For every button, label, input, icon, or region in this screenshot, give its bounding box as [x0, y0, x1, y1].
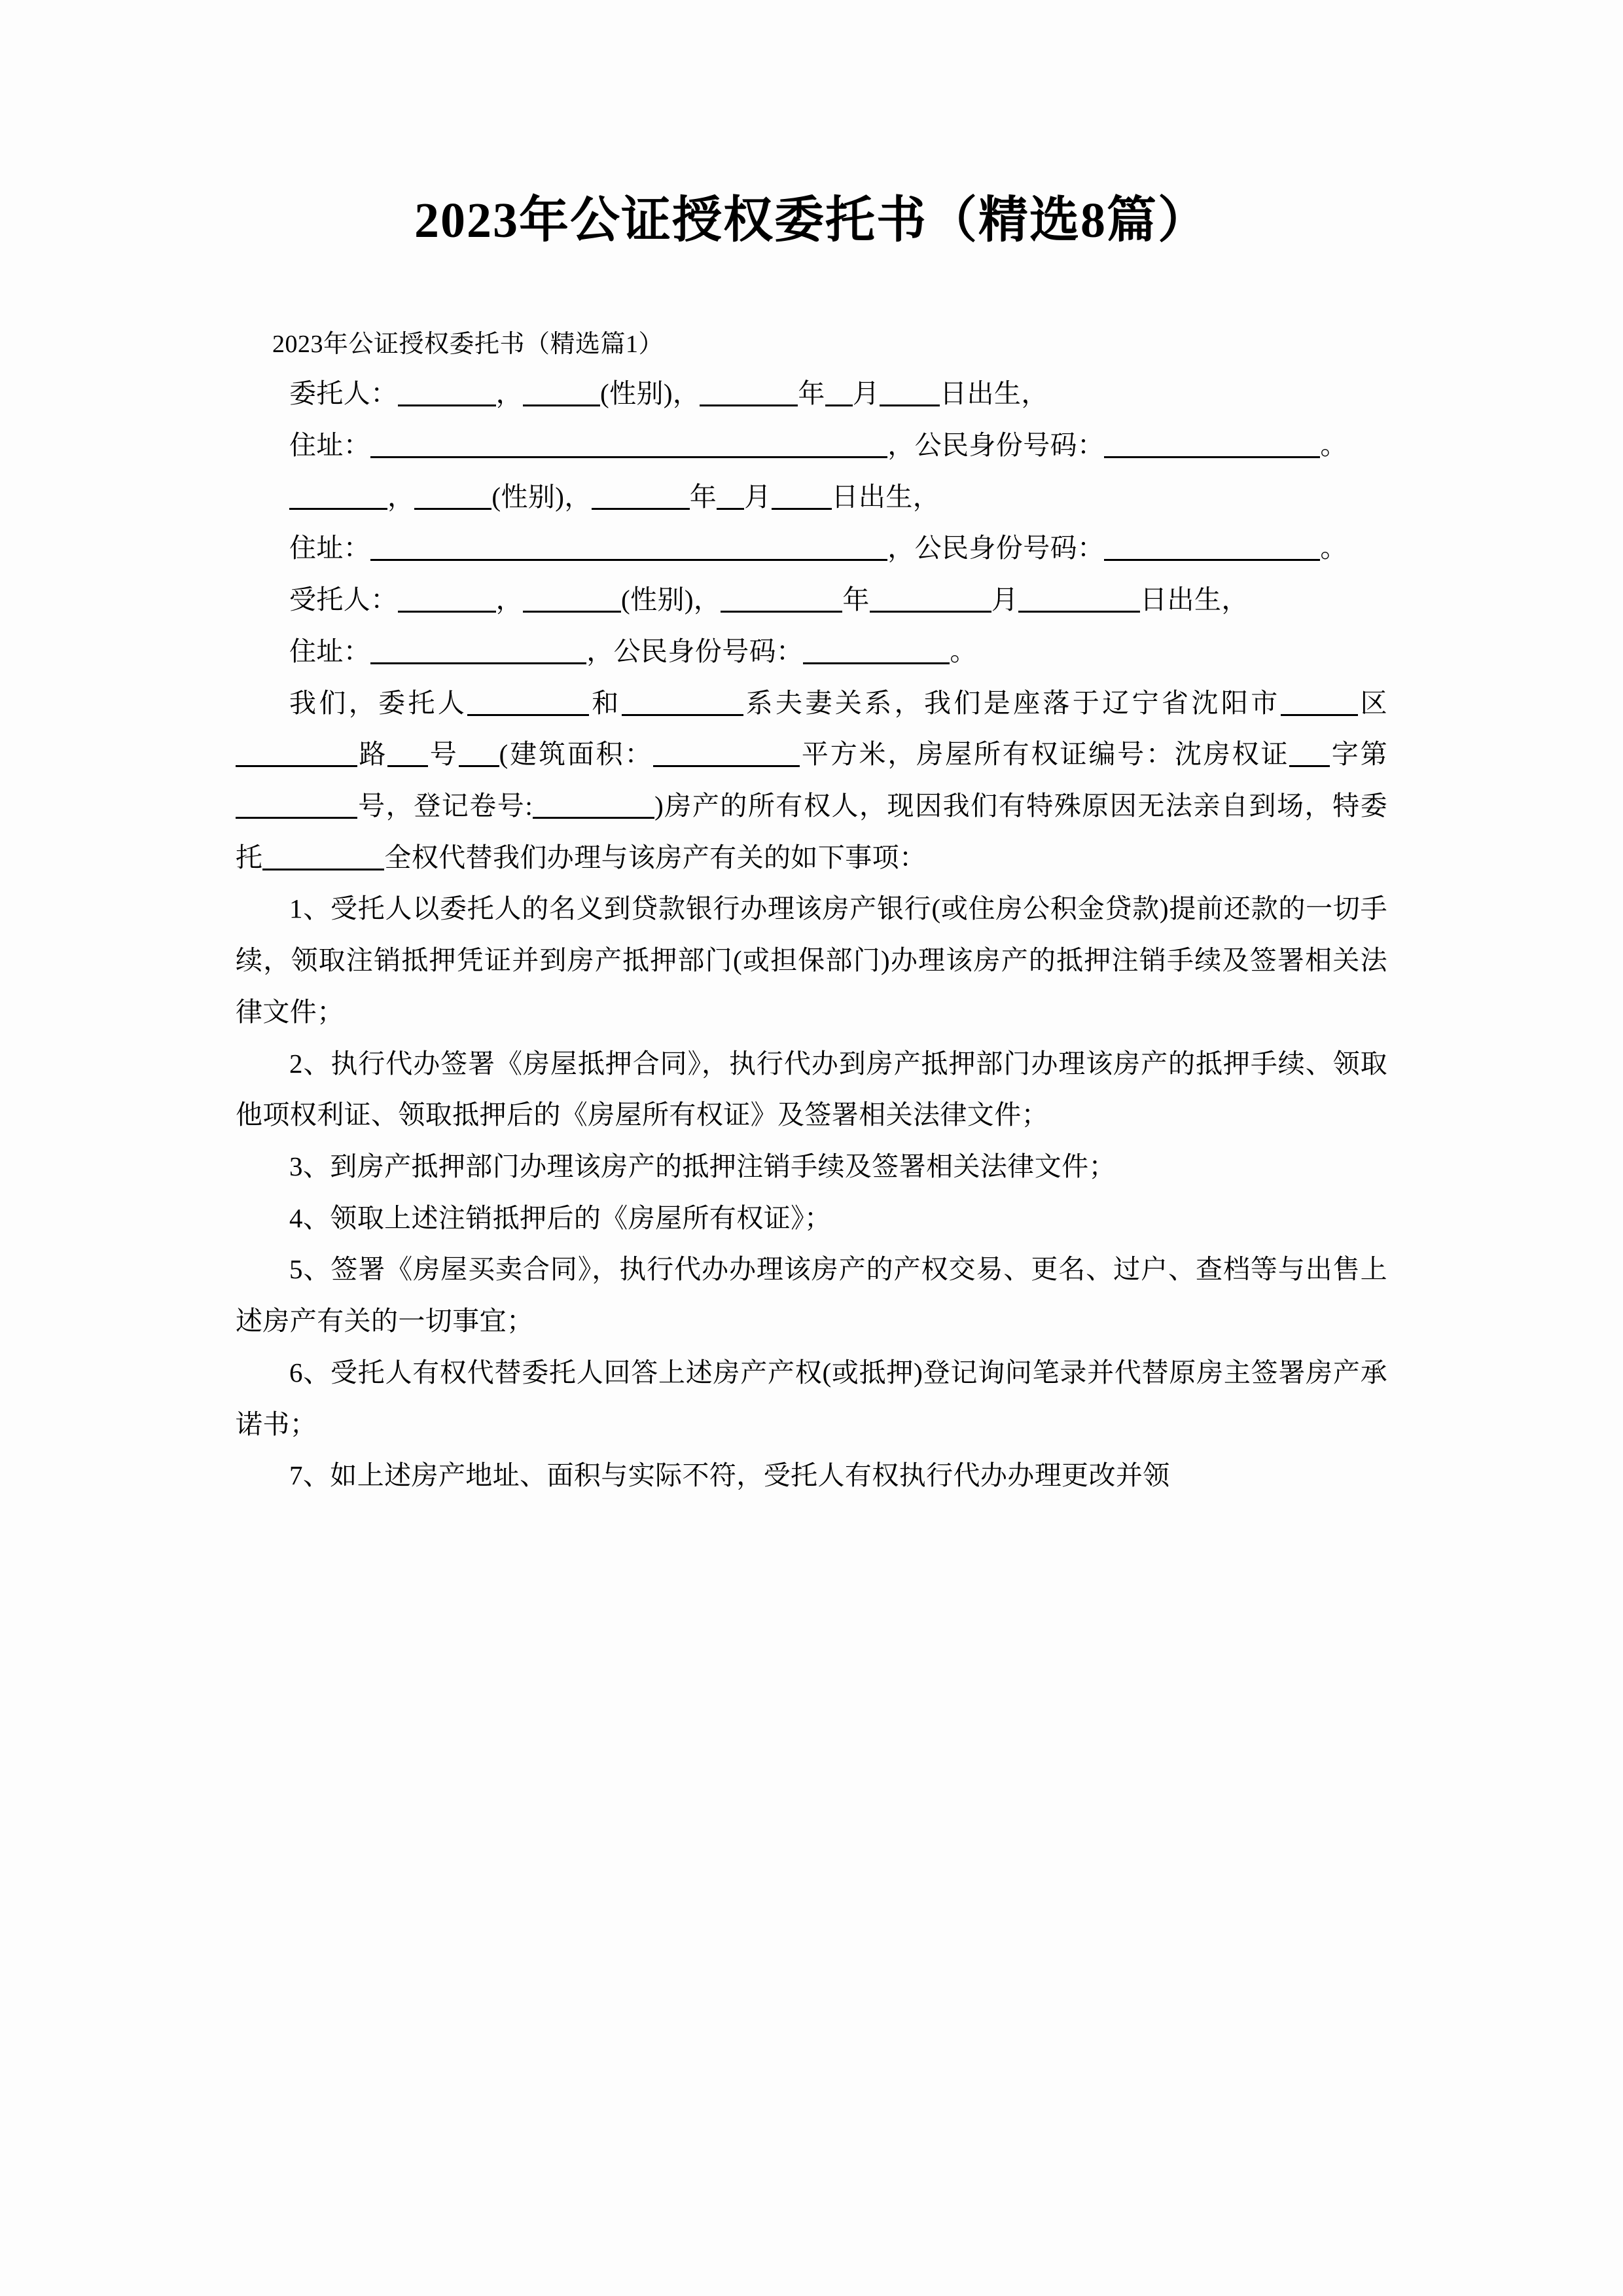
trustor2-address-line: [236, 522, 1387, 574]
trustor1-day-label: 日出生，: [940, 378, 1048, 409]
trustor1-label: 委托人：: [289, 378, 398, 409]
trustor2-gender-blank: [414, 488, 491, 510]
list-item: 2、执行代办签署《房屋抵押合同》，执行代办到房产抵押部门办理该房产的抵押手续、领取他项权利证、领取抵押后的《房屋所有权证》及签署相关法律文件；: [236, 1048, 1387, 1130]
trustor2-day-blank: [772, 488, 832, 510]
trustor1-identity-line: [236, 368, 1387, 420]
decl-part-f: 号: [428, 739, 459, 770]
decl-part-l: 全权代替我们办理与该房产有关的如下事项：: [384, 842, 927, 872]
trustor2-id-blank: [1104, 539, 1320, 561]
trustee-gender-label: (性别)，: [621, 584, 721, 615]
spouse1-name-blank: [467, 694, 589, 716]
trustee-address-blank: [370, 643, 586, 664]
decl-part-a: 我们，委托人: [289, 687, 468, 718]
decl-part-c: 系夫妻关系，我们是座落于辽宁省沈阳市: [743, 687, 1281, 718]
trustee-label: 受托人：: [289, 584, 398, 615]
decl-part-e: 路: [357, 739, 388, 770]
agent-name-blank: [262, 849, 384, 870]
trustee-period: 。: [950, 636, 977, 666]
decl-part-j: 号，登记卷号:: [357, 790, 533, 821]
spouse2-name-blank: [622, 694, 743, 716]
trustor2-identity-line: [236, 471, 1387, 523]
trustor1-id-blank: [1104, 437, 1320, 458]
decl-part-k: )房产的所有权人，现因我们有特殊原因无法亲自到场，特委托: [236, 790, 1387, 872]
trustor1-gender-label: (性别)，: [600, 378, 700, 409]
trustor1-day-blank: [880, 385, 940, 406]
trustee-id-label: ，公民身份号码：: [586, 636, 804, 666]
decl-part-d: 区: [1357, 687, 1387, 718]
trustee-address-label: 住址：: [289, 636, 371, 666]
document-content: [236, 0, 1387, 1501]
trustor2-year-blank: [592, 488, 690, 510]
trustor1-name-blank: [398, 385, 496, 406]
road-blank: [236, 745, 357, 767]
trustor2-day-label: 日出生，: [831, 481, 940, 512]
area-blank: [653, 745, 800, 767]
cert-number-blank: [236, 797, 357, 819]
trustee-year-label: 年: [842, 584, 870, 615]
decl-part-i: 字第: [1330, 739, 1387, 770]
list-item: 1、受托人以委托人的名义到贷款银行办理该房产银行(或住房公积金贷款)提前还款的一切手续，领取注销抵押凭证并到房产抵押部门(或担保部门)办理该房产的抵押注销手续及签署相关法律文件；: [236, 893, 1387, 1027]
list-item: 5、签署《房屋买卖合同》，执行代办办理该房产的产权交易、更名、过户、查档等与出售上述房产有关的一切事宜；: [236, 1254, 1387, 1336]
trustor2-name-blank: [289, 488, 387, 510]
cert-word-blank: [1289, 745, 1330, 767]
trustee-comma-1: ，: [495, 584, 524, 615]
decl-part-b: 和: [589, 687, 622, 718]
trustor1-year-blank: [700, 385, 798, 406]
volume-number-blank: [533, 797, 654, 819]
trustor2-address-label: 住址：: [289, 533, 371, 564]
unit-blank: [459, 745, 499, 767]
trustor2-period: 。: [1320, 533, 1347, 564]
list-item: 7、如上述房产地址、面积与实际不符，受托人有权执行代办办理更改并领: [289, 1460, 1170, 1491]
trustor1-year-label: 年: [798, 378, 825, 409]
trustee-month-label: 月: [991, 584, 1019, 615]
trustor2-comma-1: ，: [387, 481, 415, 512]
trustee-month-blank: [870, 591, 991, 613]
list-item: 6、受托人有权代替委托人回答上述房产产权(或抵押)登记询问笔录并代替原房主签署房产承诺书；: [236, 1357, 1387, 1439]
trustee-address-line: [236, 626, 1387, 677]
trustee-gender-blank: [523, 591, 621, 613]
trustor2-id-label: ，公民身份号码：: [887, 533, 1105, 564]
trustor2-gender-label: (性别)，: [491, 481, 592, 512]
trustor1-address-blank: [370, 437, 887, 458]
list-item: 4、领取上述注销抵押后的《房屋所有权证》；: [289, 1202, 832, 1233]
trustor2-month-blank: [717, 488, 744, 510]
trustor1-month-label: 月: [852, 378, 880, 409]
trustee-name-blank: [398, 591, 496, 613]
decl-part-g: (建筑面积：: [499, 739, 654, 770]
trustor2-month-label: 月: [744, 481, 772, 512]
trustor1-period: 。: [1320, 429, 1347, 460]
trustor2-year-label: 年: [689, 481, 717, 512]
trustor1-id-label: ，公民身份号码：: [887, 429, 1105, 460]
trustee-day-blank: [1018, 591, 1140, 613]
trustor1-month-blank: [825, 385, 853, 406]
trustor1-gender-blank: [523, 385, 600, 406]
document-subtitle: 2023年公证授权委托书（精选篇1）: [272, 331, 664, 358]
trustor2-address-blank: [370, 539, 887, 561]
trustor1-address-line: [236, 420, 1387, 471]
decl-part-h: 平方米，房屋所有权证编号：沈房权证: [800, 739, 1290, 770]
trustee-day-label: 日出生，: [1140, 584, 1249, 615]
list-item: 3、到房产抵押部门办理该房产的抵押注销手续及签署相关法律文件；: [289, 1151, 1116, 1181]
page-title: 2023年公证授权委托书（精选8篇）: [414, 193, 1209, 248]
number-blank: [387, 745, 428, 767]
trustee-id-blank: [803, 643, 950, 664]
trustor1-address-label: 住址：: [289, 429, 371, 460]
trustor1-comma-1: ，: [495, 378, 524, 409]
trustee-year-blank: [721, 591, 842, 613]
trustee-identity-line: [236, 574, 1387, 626]
property-declaration-paragraph: [236, 677, 1387, 884]
district-blank: [1281, 694, 1358, 716]
